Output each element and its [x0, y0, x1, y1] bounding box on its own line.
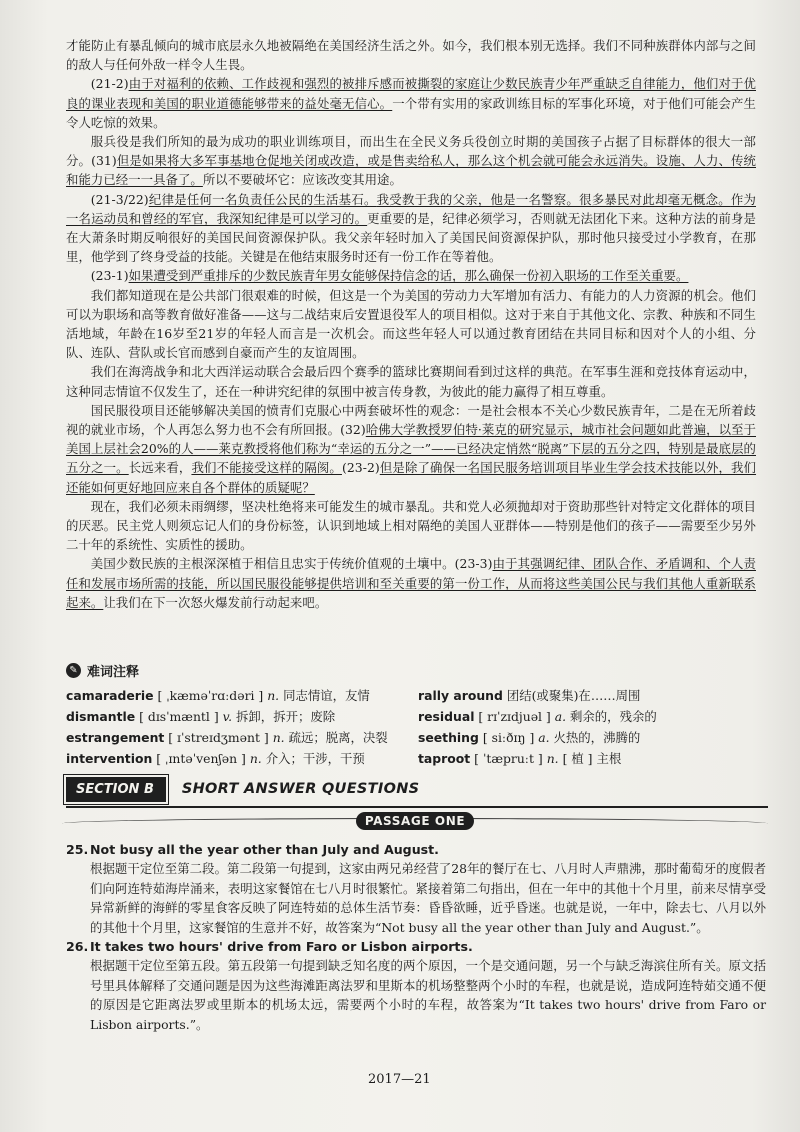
vocab-heading-label: 难词注释: [87, 665, 140, 680]
vocab-word: estrangement: [66, 730, 165, 745]
text-run: 美国少数民族的主根深深植于相信且忠实于传统价值观的土壤中。(23-3): [90, 556, 493, 572]
vocab-entry: [418, 707, 758, 726]
vocab-entry: [418, 728, 758, 747]
section-tag: SECTION B: [66, 777, 166, 802]
vocab-entry: [66, 728, 418, 747]
text-run: (23-2): [341, 460, 380, 476]
vocab-meaning: 火热的，沸腾的: [553, 730, 641, 745]
text-run: 所以不要破坏它：应该改变其用途。: [202, 172, 402, 188]
vocab-entry: [66, 686, 418, 705]
vocab-pos: a.: [554, 709, 567, 724]
question-answer-text: It takes two hours' drive from Faro or Lisbon airports.: [90, 939, 473, 955]
vocab-word: intervention: [66, 751, 153, 766]
vocab-meaning: 介入；干涉，干预: [265, 751, 365, 766]
vocab-ipa: [ ˈtæpruːt ]: [474, 751, 543, 766]
vocab-word: camaraderie: [66, 688, 154, 703]
text-run: 我们在海湾战争和北大西洋运动联合会最后四个赛季的篮球比赛期间看到过这样的典范。在军事生涯和竞技体育运动中，这种同志情谊不仅发生了，还在一种讲究纪律的氛围中被言传身教，为彼此的能力赢得了相互尊重。: [66, 364, 756, 399]
vocab-section: [66, 661, 766, 768]
vocab-entry: [418, 686, 758, 705]
passage-paragraph: [66, 554, 756, 612]
passage-paragraph: [66, 36, 756, 74]
answer-question: [66, 840, 766, 859]
vocab-pos: n.: [546, 751, 559, 766]
vocab-meaning: 疏远；脱离，决裂: [288, 730, 388, 745]
vocab-meaning: 剩余的，残余的: [570, 709, 657, 724]
vocab-ipa: [ rɪˈzɪdjuəl ]: [478, 709, 551, 724]
key-sentence: 哈佛大学教授罗伯特·莱克的研究显示，城市社会问题如此普遍，以至于美国上层社会20%的人——莱克教授将他们称为“幸运的五分之一”——已经决定悄然“脱离”下层的五分之四，特别是最底层的五分之一。: [66, 422, 756, 476]
vocab-ipa: [ ˌɪntəˈvenʃən ]: [156, 751, 246, 766]
question-number: 26.: [66, 939, 89, 955]
passage-paragraph: [66, 401, 756, 497]
vocab-pos: n.: [249, 751, 262, 766]
text-run: 一个带有实用的家政训练目标的军事化环境，对于他们可能会产生令人吃惊的效果。: [66, 95, 756, 130]
text-run: (23-1): [90, 268, 129, 284]
passage-paragraph: [66, 190, 756, 267]
vocab-entry: [418, 749, 758, 768]
passage-paragraph: [66, 266, 756, 285]
text-run: 更重要的是，纪律必须学习，否则就无法团化下来。这种方法的前身是在大萧条时期反响很好的美国民间资源保护队。我父亲年轻时加入了美国民间资源保护队，那时他只接受过小学教育，在那里，他学到了终身受益的技能。关键是在他结束服务时还有一份工作在等着他。: [66, 210, 756, 265]
vocab-word: taproot: [418, 751, 471, 766]
key-sentence: 我受教于我的父亲，他是一名警察。很多暴民对此却毫无概念。: [376, 191, 731, 207]
vocab-word: rally around: [418, 688, 503, 703]
section-b-header: [66, 776, 768, 802]
vocab-meaning: [ 植 ] 主根: [562, 751, 622, 766]
vocab-word: residual: [418, 709, 475, 724]
notes-icon: ✎: [66, 663, 81, 678]
vocab-entry: [66, 749, 418, 768]
answers-section: [66, 840, 766, 1034]
text-run: 服兵役是我们所知的最为成功的职业训练项目，而出生在全民义务兵役创立时期的美国孩子占据了目标群体的很大一部分。(31): [66, 134, 756, 169]
key-sentence: 我们不能接受这样的隔阂。: [191, 460, 342, 476]
vocab-pos: n.: [272, 730, 285, 745]
vocab-pos: n.: [267, 688, 280, 703]
passage-paragraph: [66, 362, 756, 400]
key-sentence: 但是如果将大多军事基地仓促地关闭或改造，或是售卖给私人，那么这个机会就可能会永远消失。设施、人力、传统和能力已经一一具备了。: [66, 153, 756, 188]
vocab-pos: v.: [222, 709, 233, 724]
vocab-word: dismantle: [66, 709, 136, 724]
question-answer-text: Not busy all the year other than July and August.: [90, 842, 439, 857]
text-run: (21-3/22): [90, 191, 149, 207]
text-run: 才能防止有暴乱倾向的城市底层永久地被隔绝在美国经济生活之外。如今，我们根本别无选择。我们不同种族群体内部与之间的敌人与任何外敌一样令人生畏。: [66, 38, 756, 73]
passage-paragraph: [66, 132, 756, 190]
key-sentence: 作为一名运动员和曾经的军官，我深知纪律是可以学习的。: [66, 191, 756, 226]
vocab-entry: [66, 707, 418, 726]
key-sentence: 由于对福利的依赖、工作歧视和强烈的被排斥感而被撕裂的家庭让少数民族青少年严重缺乏自律能力，他们对于优良的课业表现和美国的职业道德能够带来的益处毫无信心。: [66, 76, 756, 111]
text-run: 我们都知道现在是公共部门很艰难的时候，但这是一个为美国的劳动力大军增加有活力、有能力的人力资源的机会。他们可以为职场和高等教育做好准备——这与二战结束后安置退役军人的项目相似。这对于来自于其他文化、宗教、种族和不同生活地域，年龄在16岁至21岁的年轻人而言是一次机会。而这些年轻人可以通过教育团结在共同目标和因对个人的小组、分队、连队、营队或长官而感到自豪而产生的友谊周围。: [66, 287, 756, 361]
vocab-meaning: 同志情谊，友情: [283, 688, 370, 703]
passage-label: PASSAGE ONE: [356, 812, 474, 830]
vocab-heading: [66, 661, 766, 680]
key-sentence: 但是除了确保一名国民服务培训项目毕业生学会技术技能以外，我们还能如何更好地回应来自各个群体的质疑呢？: [66, 460, 757, 495]
question-number: 25.: [66, 842, 89, 857]
key-sentence: 纪律是任何一名负责任公民的生活基石。: [148, 191, 377, 207]
key-sentence: 由于其强调纪律、团队合作、矛盾调和、个人责任和发展市场所需的技能，所以国民服役能够提供培训和至关重要的第一份工作，从而将这些美国公民与我们其他人重新联系起来。: [66, 556, 756, 610]
answer-explanation: 根据题干定位至第五段。第五段第一句提到缺乏知名度的两个原因，一个是交通问题，另一个与缺乏海滨住所有关。原文括号里具体解释了交通问题是因为这些海滩距离法罗和里斯本的机场整整两个小时的车程，也就是说，造成阿连特茹交通不便的原因是它距离法罗或里斯本的机场太远，需要两个小时的车程，故答案为“It takes two hours' drive from Faro or Lisbon airports.”。: [90, 958, 766, 1032]
section-title: SHORT ANSWER QUESTIONS: [181, 781, 420, 797]
page-number: 2017—21: [368, 1072, 431, 1087]
text-run: 现在，我们必须未雨绸缪，坚决杜绝将来可能发生的城市暴乱。共和党人必须抛却对于资助那些针对特定文化群体的项目的厌恶。民主党人则须忘记人们的身份标签，认识到地域上相对隔绝的美国人亚群体——特别是他们的孩子——需要至少另外二十年的系统性、实质性的援助。: [66, 498, 756, 553]
text-run: (21-2): [90, 76, 129, 92]
answer-question: [66, 937, 766, 956]
section-rule: [66, 806, 768, 808]
vocab-ipa: [ dɪsˈmæntl ]: [139, 709, 219, 724]
passage-paragraph: [66, 497, 756, 555]
vocab-ipa: [ siːðɪŋ ]: [482, 730, 535, 745]
text-run: 国民服役项目还能够解决美国的愤青们克服心中两套破坏性的观念：一是社会根本不关心少数民族青年，二是在无所着歧视的就业市场，个人再怎么努力也不会有所回报。(32): [66, 402, 756, 438]
text-run: 让我们在下一次怒火爆发前行动起来吧。: [103, 594, 328, 610]
vocab-list: [66, 686, 766, 768]
vocab-pos: a.: [538, 730, 550, 745]
passage-paragraph: [66, 286, 756, 363]
vocab-ipa: [ ˌkæməˈrɑːdəri ]: [157, 688, 264, 703]
translation-passage: [66, 36, 756, 612]
key-sentence: 如果遭受到严重排斥的少数民族青年男女能够保持信念的话，那么确保一份初入职场的工作至关重要。: [128, 268, 689, 284]
passage-paragraph: [66, 74, 756, 132]
answer-explanation: 根据题干定位至第二段。第二段第一句提到，这家由两兄弟经营了28年的餐厅在七、八月时人声鼎沸，那时葡萄牙的度假者们向阿连特茹海岸涌来，表明这家餐馆在七八月时很繁忙。紧接着第二句指出，但在一年中的其他十个月里，前来尽情享受异常新鲜的海鲜的零星食客反映了阿连特茹的总体生活节奏：昏昏欲睡，近乎昏迷。也就是说，一年中，除去七、八月以外的其他十个月里，这家餐馆的生意并不好，故答案为“Not busy all the year other than July and August.”。: [90, 861, 766, 935]
vocab-meaning: 拆卸，拆开；废除: [236, 709, 336, 724]
passage-banner: [62, 812, 768, 832]
vocab-ipa: [ ɪˈstreɪdʒmənt ]: [168, 730, 269, 745]
vocab-meaning: 团结(或聚集)在……周围: [506, 688, 641, 703]
vocab-word: seething: [418, 730, 479, 745]
text-run: 长远来看，: [128, 460, 192, 476]
